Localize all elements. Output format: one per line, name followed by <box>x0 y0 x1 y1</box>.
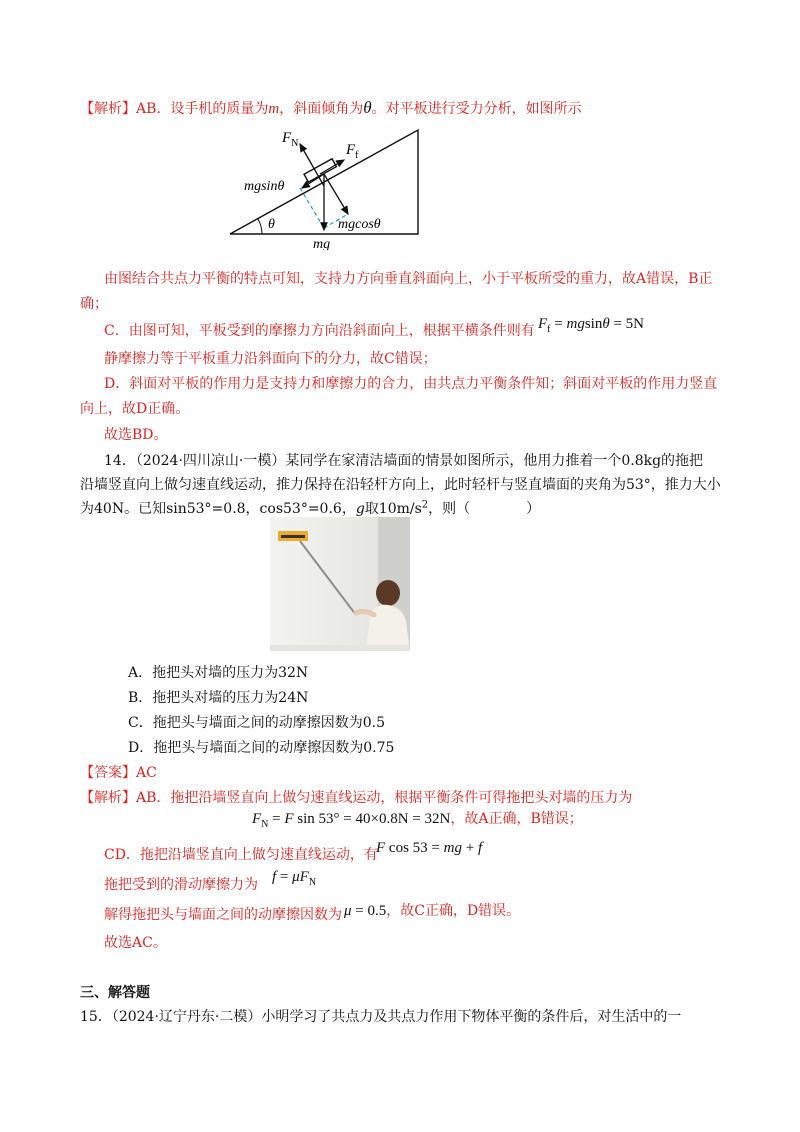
formula-friction-13: $F_f = mgsin\theta = 5N$ <box>538 316 645 335</box>
option-a: A．拖把头对墙的压力为32N <box>128 665 309 681</box>
section-3-title: 三、解答题 <box>80 985 150 1001</box>
question-14-line-3: 为40N。已知sin53°=0.8，cos53°=0.6，g取$10m/s^2$，则（ ） <box>80 499 541 517</box>
analysis-14-line-1: 【解析】AB．拖把沿墙竖直向上做匀速直线运动，根据平衡条件可得拖把头对墙的压力为 <box>80 790 633 806</box>
analysis-13-line-5: 静摩擦力等于平板重力沿斜面向下的分力，故C错误； <box>104 351 437 367</box>
person-head <box>376 580 400 606</box>
incline-force-diagram <box>226 128 426 250</box>
analysis-13-line-6: D．斜面对平板的作用力是支持力和摩擦力的合力，由共点力平衡条件知；斜面对平板的作用力竖直 <box>104 376 718 392</box>
analysis-13-line-4: C．由图可知，平板受到的摩擦力方向沿斜面向上，根据平横条件则有 <box>104 323 535 339</box>
analysis-14-line-5: 故选AC。 <box>104 935 167 951</box>
question-14-line-2: 沿墙竖直向上做匀速直线运动，推力保持在沿轻杆方向上，此时轻杆与竖直墙面的夹角为53°，推力大小 <box>80 477 721 493</box>
analysis-13-line-3: 确； <box>80 296 108 312</box>
analysis-14-line-2: CD．拖把沿墙竖直向上做匀速直线运动，有 <box>104 847 378 863</box>
formula-normal-force: $F_N = F$ sin 53° = 40×0.8N = 32N <box>252 811 451 830</box>
mop-cleaning-photo <box>270 517 410 651</box>
answer-14: 【答案】AC <box>80 765 157 781</box>
label-fn: $F_N$ <box>282 130 299 149</box>
analysis-14-formula-1-row: $F_N = F$ sin 53° = 40×0.8N = 32N，故A正确，B错误； <box>252 811 583 830</box>
label-theta: θ <box>268 217 275 232</box>
analysis-14-line-4: 解得拖把头与墙面之间的动摩擦因数为 <box>104 907 342 923</box>
analysis-13-line-2: 由图结合共点力平衡的特点可知，支持力方向垂直斜面向上，小于平板所受的重力，故A错误，B正 <box>104 271 713 287</box>
formula-mu: μ = 0.5 <box>344 903 387 919</box>
angle-arc <box>258 219 262 234</box>
analysis-13-line-1: 【解析】AB．设手机的质量为m，斜面倾角为θ。对平板进行受力分析，如图所示 <box>80 98 582 117</box>
option-b: B．拖把头对墙的压力为24N <box>128 690 309 706</box>
option-d: D．拖把头与墙面之间的动摩擦因数为0.75 <box>128 740 395 756</box>
analysis-tag: 【解析】 <box>80 101 136 117</box>
analysis-13-line-8: 故选BD。 <box>104 427 168 443</box>
label-mg: mg <box>313 237 331 250</box>
option-c: C．拖把头与墙面之间的动摩擦因数为0.5 <box>128 715 385 731</box>
label-ff: $F_f$ <box>346 142 359 161</box>
formula-balance: F cos 53 = mg + f <box>376 840 483 856</box>
analysis-14-line-3: 拖把受到的滑动摩擦力为 <box>104 877 258 893</box>
question-14-line-1: 14．（2024·四川凉山·一模）某同学在家清洁墙面的情景如图所示，他用力推着一个0.8kg的拖把 <box>104 453 704 469</box>
analysis-14-formula-4-row: μ = 0.5，故C正确，D错误。 <box>344 903 521 919</box>
mgcos-arrow <box>324 174 348 214</box>
label-mgsin: mgsinθ <box>244 179 285 194</box>
analysis-13-line-7: 向上，故D正确。 <box>80 401 190 417</box>
label-mgcos: mgcosθ <box>338 217 381 232</box>
formula-friction-14: $f = \mu F_N$ <box>272 869 317 888</box>
question-15-line-1: 15．（2024·辽宁丹东·二模）小明学习了共点力及共点力作用下物体平衡的条件后，对生活中的一 <box>80 1009 682 1025</box>
